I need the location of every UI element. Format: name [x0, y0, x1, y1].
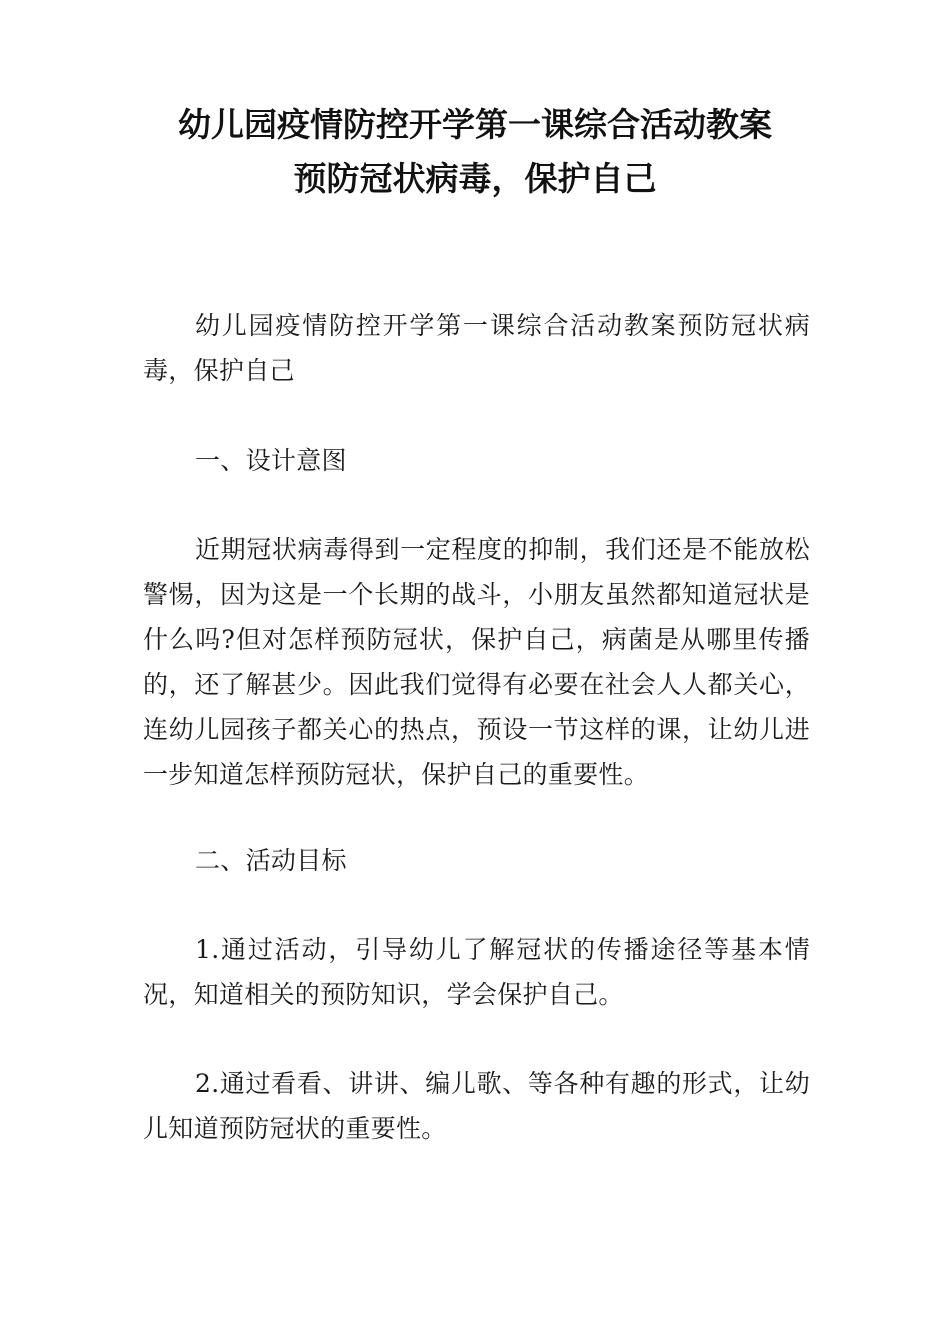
section-heading-activity-goals: 二、活动目标: [195, 846, 347, 875]
design-intent-paragraph: 近期冠状病毒得到一定程度的抑制，我们还是不能放松警惕，因为这是一个长期的战斗，小朋友虽然都知道冠状是什么吗?但对怎样预防冠状，保护自己，病菌是从哪里传播的，还了解甚少。因此我们觉得有必要在社会人人都关心，连幼儿园孩子都关心的热点，预设一节这样的课，让幼儿进一步知道怎样预防冠状，保护自己的重要性。: [143, 535, 810, 789]
section-heading-design-intent: 一、设计意图: [195, 446, 347, 475]
goal-item-2: 2.通过看看、讲讲、编儿歌、等各种有趣的形式，让幼儿知道预防冠状的重要性。: [143, 1069, 810, 1143]
document-title-line-1: 幼儿园疫情防控开学第一课综合活动教案: [178, 105, 772, 144]
document-title-line-2: 预防冠状病毒，保护自己: [293, 159, 657, 198]
intro-paragraph: 幼儿园疫情防控开学第一课综合活动教案预防冠状病毒，保护自己: [143, 311, 810, 385]
goal-item-1: 1.通过活动，引导幼儿了解冠状的传播途径等基本情况，知道相关的预防知识，学会保护自己。: [143, 935, 810, 1009]
